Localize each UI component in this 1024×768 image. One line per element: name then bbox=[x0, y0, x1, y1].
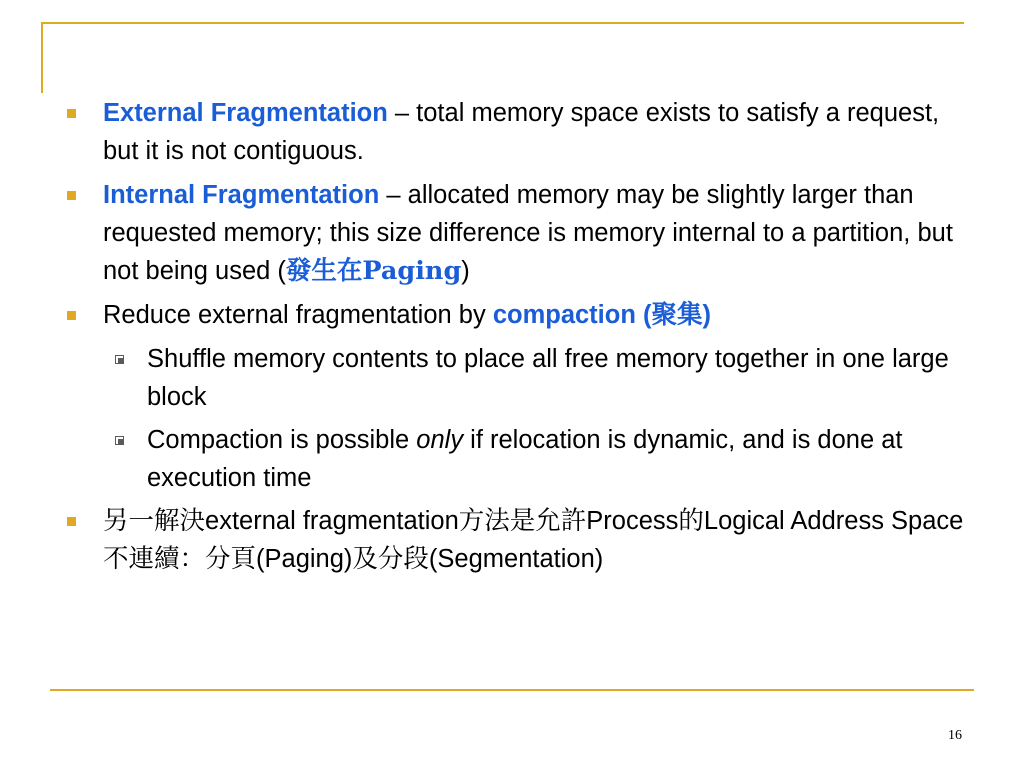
square-bullet-icon bbox=[67, 517, 76, 526]
page-number: 16 bbox=[948, 728, 962, 743]
bullet-external-fragmentation bbox=[63, 94, 973, 170]
bullet-text-tail: ) bbox=[461, 257, 470, 285]
sub-bullet-text: Shuffle memory contents to place all free memory together in one large block bbox=[147, 345, 949, 411]
bullet-another-solution bbox=[63, 502, 973, 578]
sub-bullet-shuffle-memory bbox=[63, 340, 973, 416]
square-bullet-icon bbox=[67, 311, 76, 320]
bullet-text: – total memory space exists to satisfy a request, but it is not contiguous. bbox=[103, 99, 940, 165]
emphasis-only: only bbox=[416, 426, 464, 454]
slide-content bbox=[63, 94, 973, 584]
term-compaction: compaction ( bbox=[492, 301, 652, 329]
square-bullet-icon bbox=[67, 191, 76, 200]
bullet-text-6: Logical Address Space bbox=[703, 507, 964, 535]
bullet-text-10: (Segmentation) bbox=[428, 545, 604, 573]
bullet-text-cjk-3: 方法是允許 bbox=[458, 506, 587, 536]
bullet-internal-fragmentation bbox=[63, 176, 973, 290]
note-compaction-chinese: 聚集 bbox=[651, 300, 703, 330]
hollow-square-bullet-icon bbox=[115, 355, 124, 364]
bullet-text-2: external fragmentation bbox=[205, 507, 459, 535]
bullet-text: Reduce external fragmentation by bbox=[103, 301, 493, 329]
bullet-text-cjk-7: 不連續：分頁 bbox=[103, 544, 257, 574]
bullet-text-8: (Paging) bbox=[256, 545, 353, 573]
term-compaction-close: ) bbox=[702, 301, 712, 329]
top-frame-line bbox=[41, 22, 964, 24]
term-external-fragmentation: External Fragmentation bbox=[103, 99, 388, 127]
square-bullet-icon bbox=[67, 109, 76, 118]
term-internal-fragmentation: Internal Fragmentation bbox=[103, 181, 380, 209]
note-occurs-in-paging: 發生在Paging bbox=[285, 256, 462, 286]
sub-bullet-compaction-possible bbox=[63, 421, 973, 497]
hollow-square-bullet-icon bbox=[115, 436, 124, 445]
sub-bullet-text-after: if relocation is dynamic, and is done at execution time bbox=[147, 426, 903, 492]
bullet-text: – allocated memory may be slightly larger than requested memory; this size difference is memory internal to a partition, but not being used ( bbox=[103, 181, 953, 285]
bullet-text-cjk-9: 及分段 bbox=[352, 544, 429, 574]
bullet-text-4: Process bbox=[586, 507, 679, 535]
bullet-reduce-external-fragmentation bbox=[63, 296, 973, 334]
bullet-text-cjk-1: 另一解決 bbox=[103, 506, 206, 536]
footer-rule bbox=[50, 689, 974, 691]
sub-bullet-text: Compaction is possible bbox=[147, 426, 417, 454]
left-frame-line bbox=[41, 22, 43, 93]
bullet-text-cjk-5: 的 bbox=[678, 506, 704, 536]
